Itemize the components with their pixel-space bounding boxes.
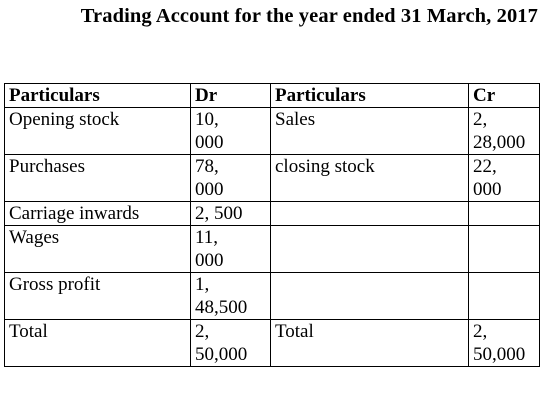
dr-amount-line1: 2, bbox=[195, 321, 210, 342]
document-title: Trading Account for the year ended 31 March, 2017 bbox=[80, 5, 538, 27]
dr-particular: Opening stock bbox=[5, 108, 191, 155]
dr-particular: Total bbox=[5, 320, 191, 367]
cr-particular: Sales bbox=[271, 108, 469, 155]
dr-amount-line1: 2, 500 bbox=[195, 203, 243, 224]
dr-amount-line2: 000 bbox=[195, 250, 224, 271]
dr-amount-line1: 78, bbox=[195, 156, 219, 177]
table-row bbox=[5, 202, 540, 226]
cr-amount bbox=[469, 202, 540, 226]
cr-amount bbox=[469, 155, 540, 202]
cr-amount-line1: 2, bbox=[473, 321, 488, 342]
header-particulars-cr: Particulars bbox=[271, 84, 469, 108]
cr-amount-line1: 22, bbox=[473, 156, 497, 177]
dr-particular: Purchases bbox=[5, 155, 191, 202]
dr-amount bbox=[191, 273, 271, 320]
header-cr: Cr bbox=[469, 84, 540, 108]
dr-amount-line1: 10, bbox=[195, 109, 219, 130]
cr-amount-line2: 50,000 bbox=[473, 344, 526, 365]
dr-amount bbox=[191, 226, 271, 273]
cr-amount bbox=[469, 320, 540, 367]
header-dr: Dr bbox=[191, 84, 271, 108]
table-row bbox=[5, 273, 540, 320]
table-row bbox=[5, 108, 540, 155]
dr-amount-line1: 1, bbox=[195, 274, 210, 295]
dr-amount bbox=[191, 155, 271, 202]
dr-amount-line2: 000 bbox=[195, 132, 224, 153]
header-particulars-dr: Particulars bbox=[5, 84, 191, 108]
trading-account-table bbox=[4, 83, 540, 367]
cr-particular: closing stock bbox=[271, 155, 469, 202]
cr-particular bbox=[271, 202, 469, 226]
dr-particular: Wages bbox=[5, 226, 191, 273]
cr-particular bbox=[271, 273, 469, 320]
dr-particular: Gross profit bbox=[5, 273, 191, 320]
table-total-row bbox=[5, 320, 540, 367]
table-row bbox=[5, 155, 540, 202]
cr-amount bbox=[469, 108, 540, 155]
cr-particular bbox=[271, 226, 469, 273]
dr-amount-line2: 000 bbox=[195, 179, 224, 200]
cr-amount-line2: 28,000 bbox=[473, 132, 526, 153]
dr-amount-line1: 11, bbox=[195, 227, 219, 248]
cr-amount bbox=[469, 273, 540, 320]
dr-amount-line2: 50,000 bbox=[195, 344, 248, 365]
table-row bbox=[5, 226, 540, 273]
table-header-row bbox=[5, 84, 540, 108]
cr-amount-line1: 2, bbox=[473, 109, 488, 130]
dr-amount bbox=[191, 320, 271, 367]
cr-particular: Total bbox=[271, 320, 469, 367]
cr-amount-line2: 000 bbox=[473, 179, 502, 200]
dr-amount-line2: 48,500 bbox=[195, 297, 248, 318]
dr-amount bbox=[191, 108, 271, 155]
dr-particular: Carriage inwards bbox=[5, 202, 191, 226]
dr-amount bbox=[191, 202, 271, 226]
cr-amount bbox=[469, 226, 540, 273]
